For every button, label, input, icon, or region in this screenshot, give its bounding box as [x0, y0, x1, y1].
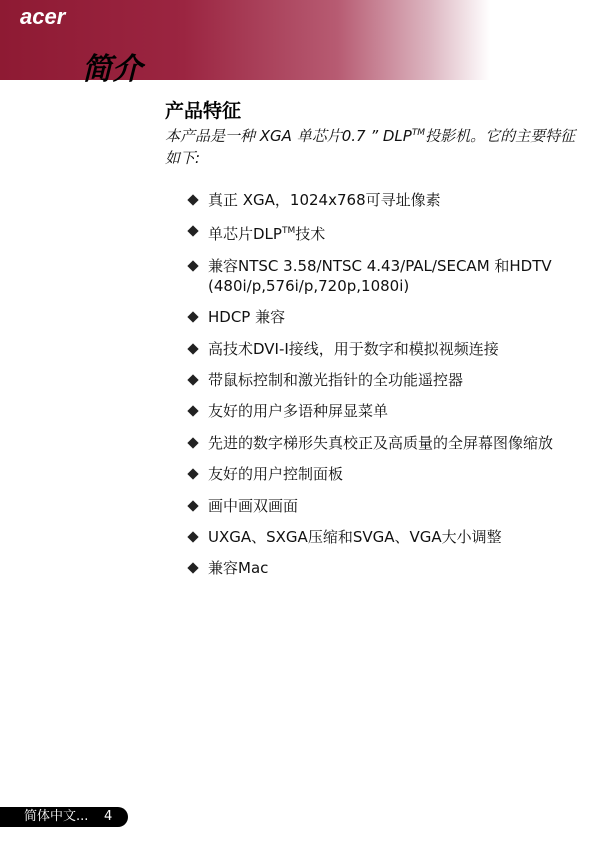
feature-item	[188, 433, 578, 453]
feature-item	[188, 496, 578, 516]
feature-item	[188, 307, 578, 327]
feature-text: 兼容NTSC 3.58/NTSC 4.43/PAL/SECAM 和HDTV (480i/p,576i/p,720p,1080i)	[208, 256, 552, 295]
intro-paragraph	[165, 122, 585, 169]
page-heading: 产品特征	[165, 100, 242, 122]
diamond-bullet-icon	[187, 531, 198, 542]
feature-text: 友好的用户多语种屏显菜单	[208, 402, 389, 421]
feature-item	[188, 339, 578, 359]
diamond-bullet-icon	[187, 500, 198, 511]
feature-item	[188, 401, 578, 421]
feature-item	[188, 221, 578, 244]
section-title: 简介	[82, 52, 142, 87]
diamond-bullet-icon	[187, 312, 198, 323]
feature-item	[188, 464, 578, 484]
feature-text: 先进的数字梯形失真校正及高质量的全屏幕图像缩放	[208, 433, 554, 452]
feature-text-suffix: 技术	[295, 225, 326, 244]
feature-text: 兼容Mac	[208, 559, 269, 578]
feature-text: 真正 XGA，1024x768可寻址像素	[208, 191, 441, 209]
feature-text: 画中画双画面	[208, 496, 299, 515]
diamond-bullet-icon	[187, 437, 198, 448]
intro-text-part2: 投影机。它的主要特征如下:	[165, 127, 576, 167]
feature-text: 带鼠标控制和激光指针的全功能遥控器	[208, 370, 464, 389]
footer-language-label: 简体中文...	[24, 809, 89, 824]
diamond-bullet-icon	[187, 374, 198, 385]
feature-item	[188, 370, 578, 390]
diamond-bullet-icon	[187, 260, 198, 271]
intro-text-part1: 本产品是一种 XGA 单芯片0.7 ” DLP	[165, 127, 412, 145]
diamond-bullet-icon	[187, 194, 198, 205]
diamond-bullet-icon	[187, 563, 198, 574]
feature-text: 单芯片DLP	[208, 225, 282, 244]
feature-text: 友好的用户控制面板	[208, 465, 344, 484]
feature-text: 高技术DVI-I接线，用于数字和模拟视频连接	[208, 339, 499, 358]
feature-list	[188, 190, 578, 590]
diamond-bullet-icon	[187, 406, 198, 417]
feature-text: UXGA、SXGA压缩和SVGA、VGA大小调整	[208, 527, 502, 546]
feature-item	[188, 558, 578, 578]
feature-text: HDCP 兼容	[208, 308, 286, 327]
diamond-bullet-icon	[187, 468, 198, 479]
diamond-bullet-icon	[187, 226, 198, 237]
acer-logo: acer	[20, 4, 66, 29]
feature-item	[188, 256, 578, 296]
feature-item	[188, 190, 578, 210]
trademark-symbol: TM	[281, 226, 296, 237]
diamond-bullet-icon	[187, 343, 198, 354]
trademark-symbol: TM	[411, 128, 426, 138]
page-number: 4	[104, 809, 113, 824]
feature-item	[188, 527, 578, 547]
